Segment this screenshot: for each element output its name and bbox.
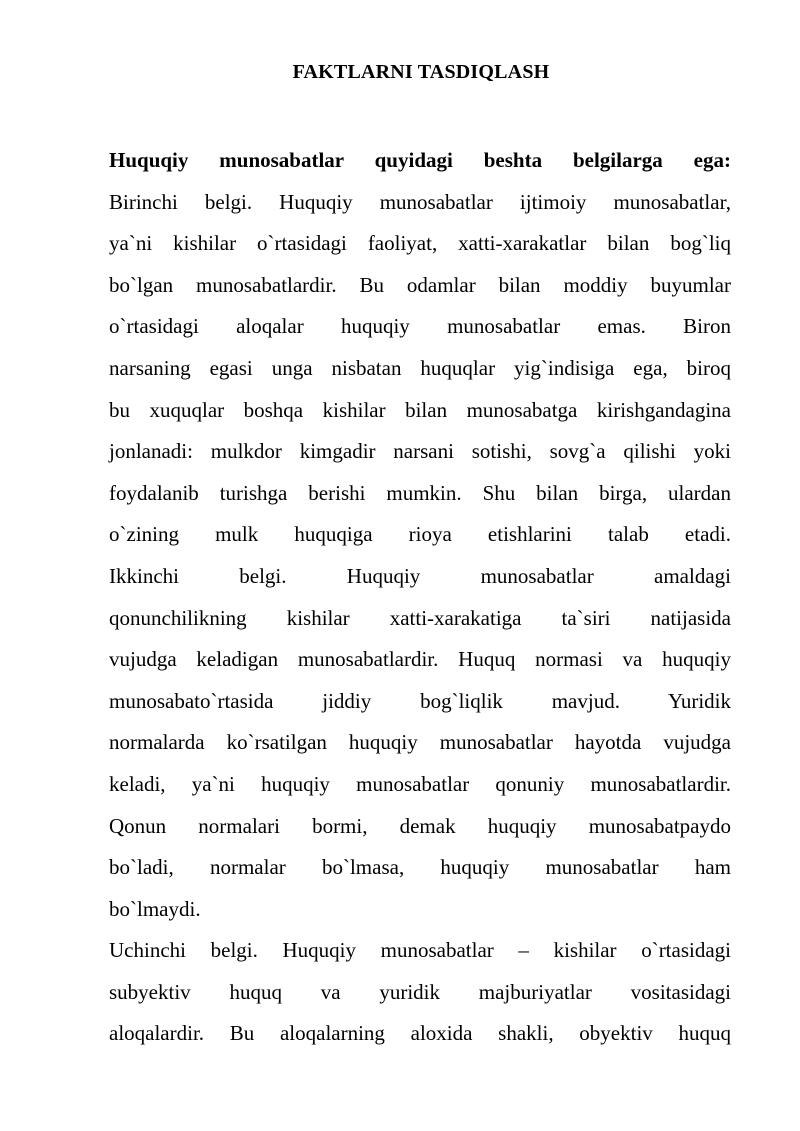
text-line: Ikkinchi belgi. Huquqiy munosabatlar amaldagi — [109, 563, 731, 588]
text-line: bo`ladi, normalar bo`lmasa, huquqiy munosabatlar ham — [109, 855, 731, 880]
text-line: keladi, ya`ni huquqiy munosabatlar qonuniy munosabatlardir. — [109, 771, 731, 796]
text-line: foydalanib turishga berishi mumkin. Shu bilan birga, ulardan — [109, 480, 731, 505]
text-line: o`zining mulk huquqiga rioya etishlarini talab etadi. — [109, 522, 731, 547]
text-line: Birinchi belgi. Huquqiy munosabatlar ijtimoiy munosabatlar, — [109, 189, 731, 214]
text-line: vujudga keladigan munosabatlardir. Huquq normasi va huquqiy — [109, 647, 731, 672]
text-line: qonunchilikning kishilar xatti-xarakatiga ta`siri natijasida — [109, 605, 731, 630]
text-line: jonlanadi: mulkdor kimgadir narsani sotishi, sovg`a qilishi yoki — [109, 439, 731, 464]
text-line: narsaning egasi unga nisbatan huquqlar yig`indisiga ega, biroq — [109, 355, 731, 380]
text-line: aloqalardir. Bu aloqalarning aloxida shakli, obyektiv huquq — [109, 1021, 731, 1046]
text-line: normalarda ko`rsatilgan huquqiy munosabatlar hayotda vujudga — [109, 730, 731, 755]
text-line: bo`lgan munosabatlardir. Bu odamlar bilan moddiy buyumlar — [109, 272, 731, 297]
heading-line: Huquqiy munosabatlar quyidagi beshta belgilarga ega: — [109, 148, 731, 172]
text-line: subyektiv huquq va yuridik majburiyatlar vositasidagi — [109, 979, 731, 1004]
text-line: munosabato`rtasida jiddiy bog`liqlik mavjud. Yuridik — [109, 688, 731, 713]
text-line: bu xuquqlar boshqa kishilar bilan munosabatga kirishgandagina — [109, 397, 731, 422]
document-title: FAKTLARNI TASDIQLASH — [292, 61, 550, 83]
text-line: bo`lmaydi. — [109, 896, 201, 921]
document-body — [109, 140, 731, 1055]
text-line: Qonun normalari bormi, demak huquqiy munosabatpaydo — [109, 813, 731, 838]
text-line: ya`ni kishilar o`rtasidagi faoliyat, xatti-xarakatlar bilan bog`liq — [109, 231, 731, 256]
text-line: Uchinchi belgi. Huquqiy munosabatlar – kishilar o`rtasidagi — [109, 938, 731, 963]
text-line: o`rtasidagi aloqalar huquqiy munosabatlar emas. Biron — [109, 314, 731, 339]
